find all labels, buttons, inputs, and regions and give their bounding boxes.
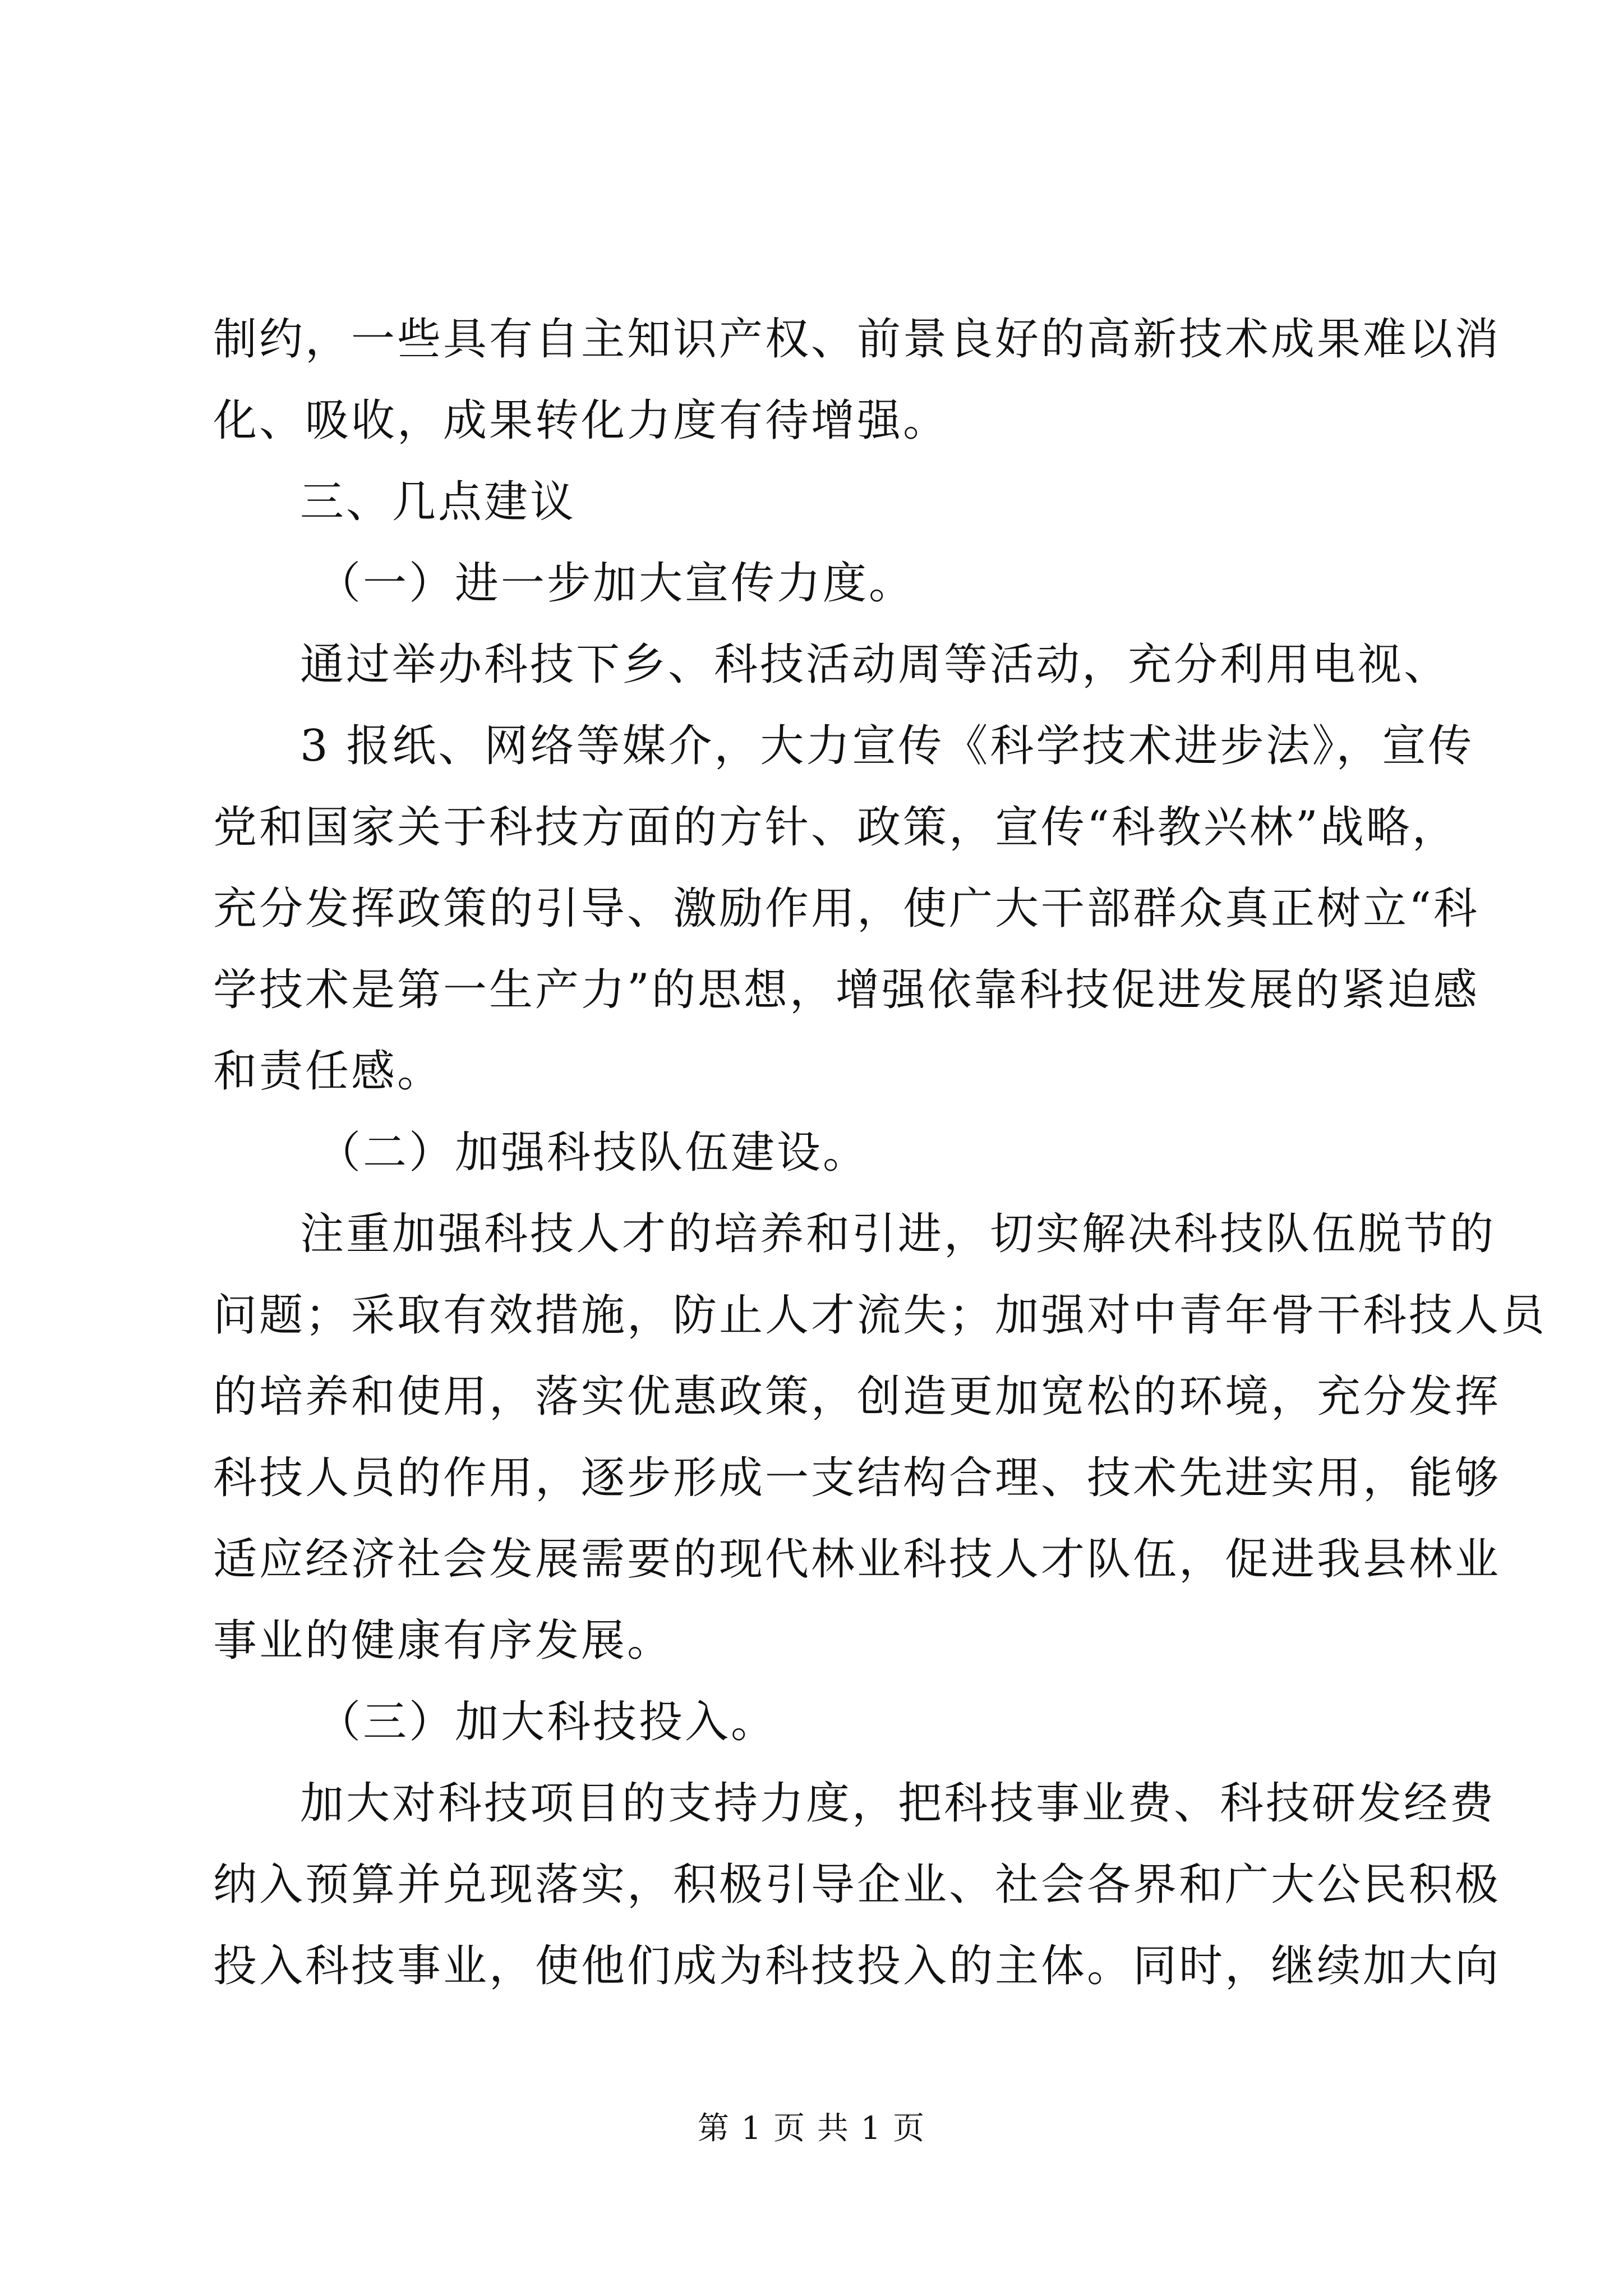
body-line: 3 报纸、网络等媒介，大力宣传《科学技术进步法》，宣传 xyxy=(300,721,1474,771)
subsection-heading: （三）加大科技投入。 xyxy=(317,1697,777,1747)
body-line: 学技术是第一生产力”的思想，增强依靠科技促进发展的紧迫感 xyxy=(213,965,1479,1015)
body-line: 问题；采取有效措施，防止人才流失；加强对中青年骨干科技人员 xyxy=(213,1290,1547,1341)
body-line: 科技人员的作用，逐步形成一支结构合理、技术先进实用，能够 xyxy=(213,1453,1501,1503)
body-line: 纳入预算并兑现落实，积极引导企业、社会各界和广大公民积极 xyxy=(213,1860,1501,1910)
body-line: 投入科技事业，使他们成为科技投入的主体。同时，继续加大向 xyxy=(213,1941,1501,1991)
body-line: 事业的健康有序发展。 xyxy=(213,1616,674,1666)
subsection-heading: （一）进一步加大宣传力度。 xyxy=(317,558,915,609)
subsection-heading: （二）加强科技队伍建设。 xyxy=(317,1128,869,1178)
section-heading: 三、几点建议 xyxy=(300,477,577,527)
body-line: 制约，一些具有自主知识产权、前景良好的高新技术成果难以消 xyxy=(213,314,1501,365)
body-line: 党和国家关于科技方面的方针、政策，宣传“科教兴林”战略， xyxy=(213,802,1458,853)
body-line: 适应经济社会发展需要的现代林业科技人才队伍，促进我县林业 xyxy=(213,1534,1501,1585)
page-footer: 第 1 页 共 1 页 xyxy=(697,2110,926,2147)
body-line: 的培养和使用，落实优惠政策，创造更加宽松的环境，充分发挥 xyxy=(213,1372,1501,1422)
body-line: 和责任感。 xyxy=(213,1046,444,1097)
body-line: 充分发挥政策的引导、激励作用，使广大干部群众真正树立“科 xyxy=(213,884,1479,934)
body-line: 加大对科技项目的支持力度，把科技事业费、科技研发经费 xyxy=(300,1778,1496,1829)
body-line: 注重加强科技人才的培养和引进，切实解决科技队伍脱节的 xyxy=(300,1209,1496,1259)
body-line: 化、吸收，成果转化力度有待增强。 xyxy=(213,395,949,446)
body-line: 通过举办科技下乡、科技活动周等活动，充分利用电视、 xyxy=(300,639,1450,690)
